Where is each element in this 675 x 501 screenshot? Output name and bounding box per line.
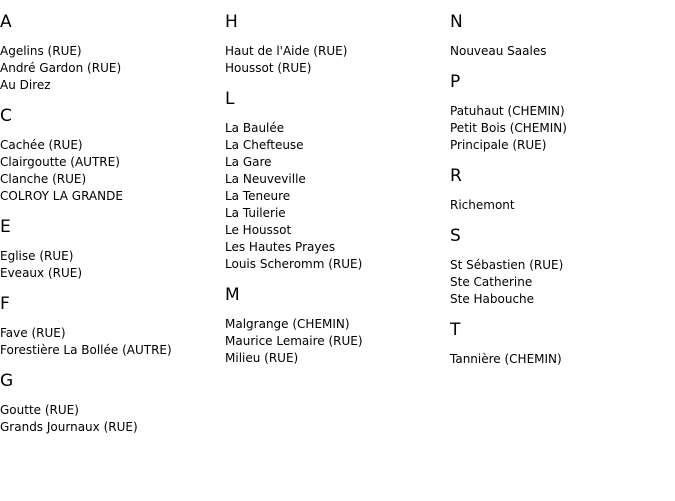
street-list <box>0 325 220 359</box>
street-list <box>450 43 670 60</box>
street-list <box>450 351 670 368</box>
letter-group-e <box>0 217 220 282</box>
street-item[interactable]: Petit Bois (CHEMIN) <box>450 121 567 135</box>
street-list <box>0 248 220 282</box>
street-item[interactable]: Forestière La Bollée (AUTRE) <box>0 343 172 357</box>
letter-heading: F <box>0 294 10 314</box>
street-item[interactable]: La Baulée <box>225 121 285 135</box>
letter-group-g <box>0 371 220 436</box>
street-item[interactable]: Ste Habouche <box>450 292 535 306</box>
street-item[interactable]: St Sébastien (RUE) <box>450 258 564 272</box>
street-item[interactable]: Eveaux (RUE) <box>0 266 83 280</box>
letter-group-n <box>450 12 670 60</box>
street-list <box>0 137 220 205</box>
letter-heading: R <box>450 166 462 186</box>
street-item[interactable]: La Neuveville <box>225 172 306 186</box>
letter-heading: M <box>225 285 240 305</box>
letter-heading: T <box>450 320 461 340</box>
letter-heading: N <box>450 12 463 32</box>
street-item[interactable]: Goutte (RUE) <box>0 403 79 417</box>
street-item[interactable]: La Tuilerie <box>225 206 286 220</box>
street-item[interactable]: Au Direz <box>0 78 51 92</box>
street-list <box>450 103 670 154</box>
letter-heading: H <box>225 12 238 32</box>
street-item[interactable]: La Teneure <box>225 189 291 203</box>
letter-group-m <box>225 285 445 367</box>
street-item[interactable]: Agelins (RUE) <box>0 44 82 58</box>
street-item[interactable]: Eglise (RUE) <box>0 249 74 263</box>
street-item[interactable]: Richemont <box>450 198 515 212</box>
letter-group-t <box>450 320 670 368</box>
street-item[interactable]: Haut de l'Aide (RUE) <box>225 44 348 58</box>
street-list <box>225 316 445 367</box>
street-item[interactable]: Clairgoutte (AUTRE) <box>0 155 120 169</box>
street-item[interactable]: Nouveau Saales <box>450 44 547 58</box>
street-item[interactable]: Milieu (RUE) <box>225 351 299 365</box>
street-list <box>0 402 220 436</box>
street-list <box>450 257 670 308</box>
street-item[interactable]: Malgrange (CHEMIN) <box>225 317 350 331</box>
index-column-2 <box>225 0 445 367</box>
letter-heading: P <box>450 72 461 92</box>
letter-group-p <box>450 72 670 154</box>
street-item[interactable]: Maurice Lemaire (RUE) <box>225 334 363 348</box>
street-list <box>225 43 445 77</box>
letter-group-h <box>225 12 445 77</box>
letter-group-a <box>0 12 220 94</box>
street-item[interactable]: Le Houssot <box>225 223 292 237</box>
letter-heading: L <box>225 89 235 109</box>
letter-heading: A <box>0 12 12 32</box>
letter-group-s <box>450 226 670 308</box>
index-column-3 <box>450 0 670 368</box>
street-list <box>450 197 670 214</box>
street-item[interactable]: Tannière (CHEMIN) <box>450 352 562 366</box>
street-item[interactable]: Clanche (RUE) <box>0 172 87 186</box>
street-item[interactable]: La Gare <box>225 155 272 169</box>
street-list <box>0 43 220 94</box>
street-item[interactable]: Les Hautes Prayes <box>225 240 336 254</box>
street-item[interactable]: La Chefteuse <box>225 138 304 152</box>
street-item[interactable]: Fave (RUE) <box>0 326 66 340</box>
letter-group-l <box>225 89 445 273</box>
letter-heading: S <box>450 226 461 246</box>
street-item[interactable]: André Gardon (RUE) <box>0 61 122 75</box>
letter-group-f <box>0 294 220 359</box>
index-column-1 <box>0 0 220 436</box>
letter-heading: C <box>0 106 12 126</box>
letter-group-r <box>450 166 670 214</box>
letter-heading: E <box>0 217 11 237</box>
street-item[interactable]: Patuhaut (CHEMIN) <box>450 104 565 118</box>
street-list <box>225 120 445 273</box>
street-item[interactable]: Ste Catherine <box>450 275 533 289</box>
street-item[interactable]: Cachée (RUE) <box>0 138 83 152</box>
letter-group-c <box>0 106 220 205</box>
street-item[interactable]: COLROY LA GRANDE <box>0 189 123 203</box>
letter-heading: G <box>0 371 14 391</box>
street-item[interactable]: Louis Scheromm (RUE) <box>225 257 363 271</box>
street-item[interactable]: Houssot (RUE) <box>225 61 312 75</box>
street-item[interactable]: Grands Journaux (RUE) <box>0 420 138 434</box>
street-item[interactable]: Principale (RUE) <box>450 138 547 152</box>
